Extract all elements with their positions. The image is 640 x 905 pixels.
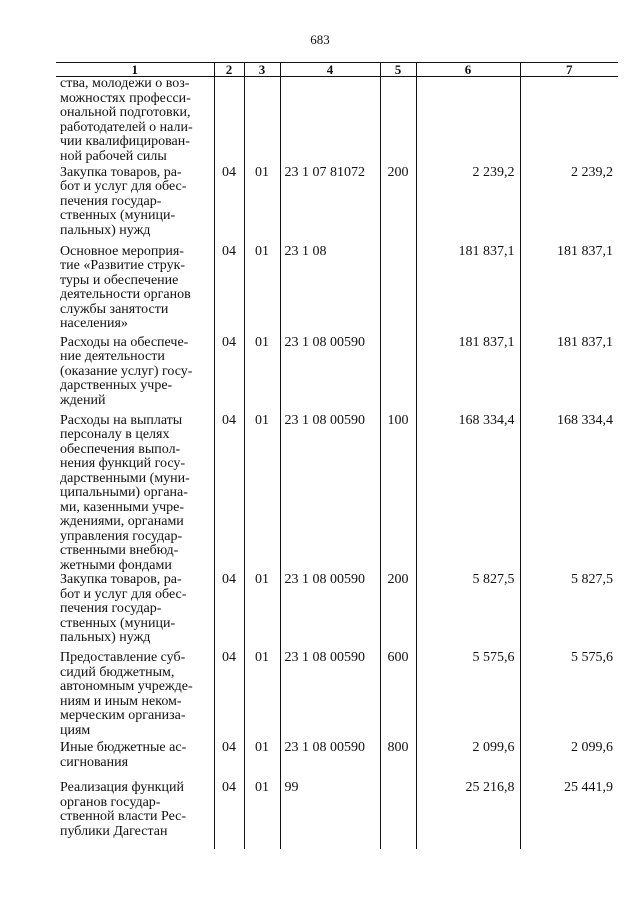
- row-subsection: 01: [244, 741, 280, 781]
- row-amount-col6: 5 575,6: [416, 651, 520, 741]
- table-row: [56, 414, 618, 574]
- row-target-item: [280, 77, 380, 166]
- header-col-2: 2: [214, 63, 244, 77]
- header-col-7: 7: [520, 63, 618, 77]
- row-target-item: 99: [280, 781, 380, 849]
- row-subsection: 01: [244, 651, 280, 741]
- row-subsection: 01: [244, 414, 280, 574]
- row-target-item: 23 1 08 00590: [280, 651, 380, 741]
- row-name: Основное мероприя- тие «Развитие струк- туры и обеспечение деятельности органов службы занятости населения»: [60, 244, 191, 331]
- table-body: [56, 77, 618, 850]
- table-row: [56, 166, 618, 245]
- row-subsection: 01: [244, 336, 280, 414]
- row-name: Закупка товаров, ра- бот и услуг для обес- печения государ- ственных (муници- пальных) нужд: [60, 165, 187, 238]
- row-amount-col6: [416, 77, 520, 166]
- row-subsection: 01: [244, 166, 280, 245]
- row-expense-type: 200: [380, 573, 416, 651]
- row-expense-type: 600: [380, 651, 416, 741]
- row-amount-col7: 181 837,1: [520, 245, 618, 336]
- row-name: ства, молодежи о воз- можностях професси- ональной подготовки, работодателей о нали- чии квалифицирован- ной рабочей силы: [60, 76, 193, 164]
- row-section: 04: [214, 414, 244, 574]
- row-amount-col6: 5 827,5: [416, 573, 520, 651]
- row-section: [214, 77, 244, 166]
- row-section: 04: [214, 651, 244, 741]
- row-amount-col6: 168 334,4: [416, 414, 520, 574]
- row-expense-type: 800: [380, 741, 416, 781]
- row-amount-col6: 2 099,6: [416, 741, 520, 781]
- row-target-item: 23 1 08 00590: [280, 741, 380, 781]
- row-target-item: 23 1 08 00590: [280, 414, 380, 574]
- row-amount-col6: 181 837,1: [416, 336, 520, 414]
- header-col-5: 5: [380, 63, 416, 77]
- row-section: 04: [214, 336, 244, 414]
- header-col-6: 6: [416, 63, 520, 77]
- row-section: 04: [214, 573, 244, 651]
- row-section: 04: [214, 245, 244, 336]
- row-amount-col7: 181 837,1: [520, 336, 618, 414]
- page-number: 683: [310, 32, 330, 47]
- row-subsection: 01: [244, 573, 280, 651]
- row-amount-col6: 25 216,8: [416, 781, 520, 849]
- row-amount-col7: 25 441,9: [520, 781, 618, 849]
- header-col-4: 4: [280, 63, 380, 77]
- table-row: [56, 741, 618, 781]
- row-amount-col7: 2 239,2: [520, 166, 618, 245]
- row-amount-col7: [520, 77, 618, 166]
- row-subsection: 01: [244, 245, 280, 336]
- table-row: [56, 336, 618, 414]
- table-row: [56, 651, 618, 741]
- row-section: 04: [214, 166, 244, 245]
- row-target-item: 23 1 08 00590: [280, 336, 380, 414]
- row-name: Реализация функций органов государ- ственной власти Рес- публики Дагестан: [60, 781, 187, 839]
- row-name: Расходы на обеспече- ние деятельности (оказание услуг) госу- дарственных учре- ждений: [60, 335, 193, 408]
- row-amount-col6: 2 239,2: [416, 166, 520, 245]
- row-expense-type: 100: [380, 414, 416, 574]
- row-amount-col7: 2 099,6: [520, 741, 618, 781]
- row-name: Предоставление суб- сидий бюджетным, автономным учрежде- ниям и иным неком- мерческим организа- циям: [60, 651, 193, 738]
- row-amount-col6: 181 837,1: [416, 245, 520, 336]
- row-expense-type: [380, 77, 416, 166]
- row-target-item: 23 1 08 00590: [280, 573, 380, 651]
- row-subsection: [244, 77, 280, 166]
- table-row: [56, 573, 618, 651]
- budget-table: [56, 62, 618, 849]
- table-row: [56, 77, 618, 166]
- row-expense-type: [380, 245, 416, 336]
- row-name: Иные бюджетные ас- сигнования: [60, 741, 187, 770]
- row-subsection: 01: [244, 781, 280, 849]
- header-row: [56, 63, 618, 77]
- row-target-item: 23 1 08: [280, 245, 380, 336]
- row-target-item: 23 1 07 81072: [280, 166, 380, 245]
- row-amount-col7: 5 575,6: [520, 651, 618, 741]
- row-section: 04: [214, 781, 244, 849]
- row-name: Закупка товаров, ра- бот и услуг для обес- печения государ- ственных (муници- пальных) нужд: [60, 573, 187, 645]
- row-expense-type: [380, 781, 416, 849]
- table-row: [56, 781, 618, 849]
- row-section: 04: [214, 741, 244, 781]
- header-col-1: 1: [56, 63, 214, 77]
- table-row: [56, 245, 618, 336]
- row-amount-col7: 168 334,4: [520, 414, 618, 574]
- row-expense-type: 200: [380, 166, 416, 245]
- row-amount-col7: 5 827,5: [520, 573, 618, 651]
- header-col-3: 3: [244, 63, 280, 77]
- row-name: Расходы на выплаты персоналу в целях обеспечения выпол- нения функций госу- дарственными (муни- ципальными) органа- ми, казенными учре- ждениями, органами управления государ- ственными внебюд- жетными фондами: [60, 413, 190, 573]
- row-expense-type: [380, 336, 416, 414]
